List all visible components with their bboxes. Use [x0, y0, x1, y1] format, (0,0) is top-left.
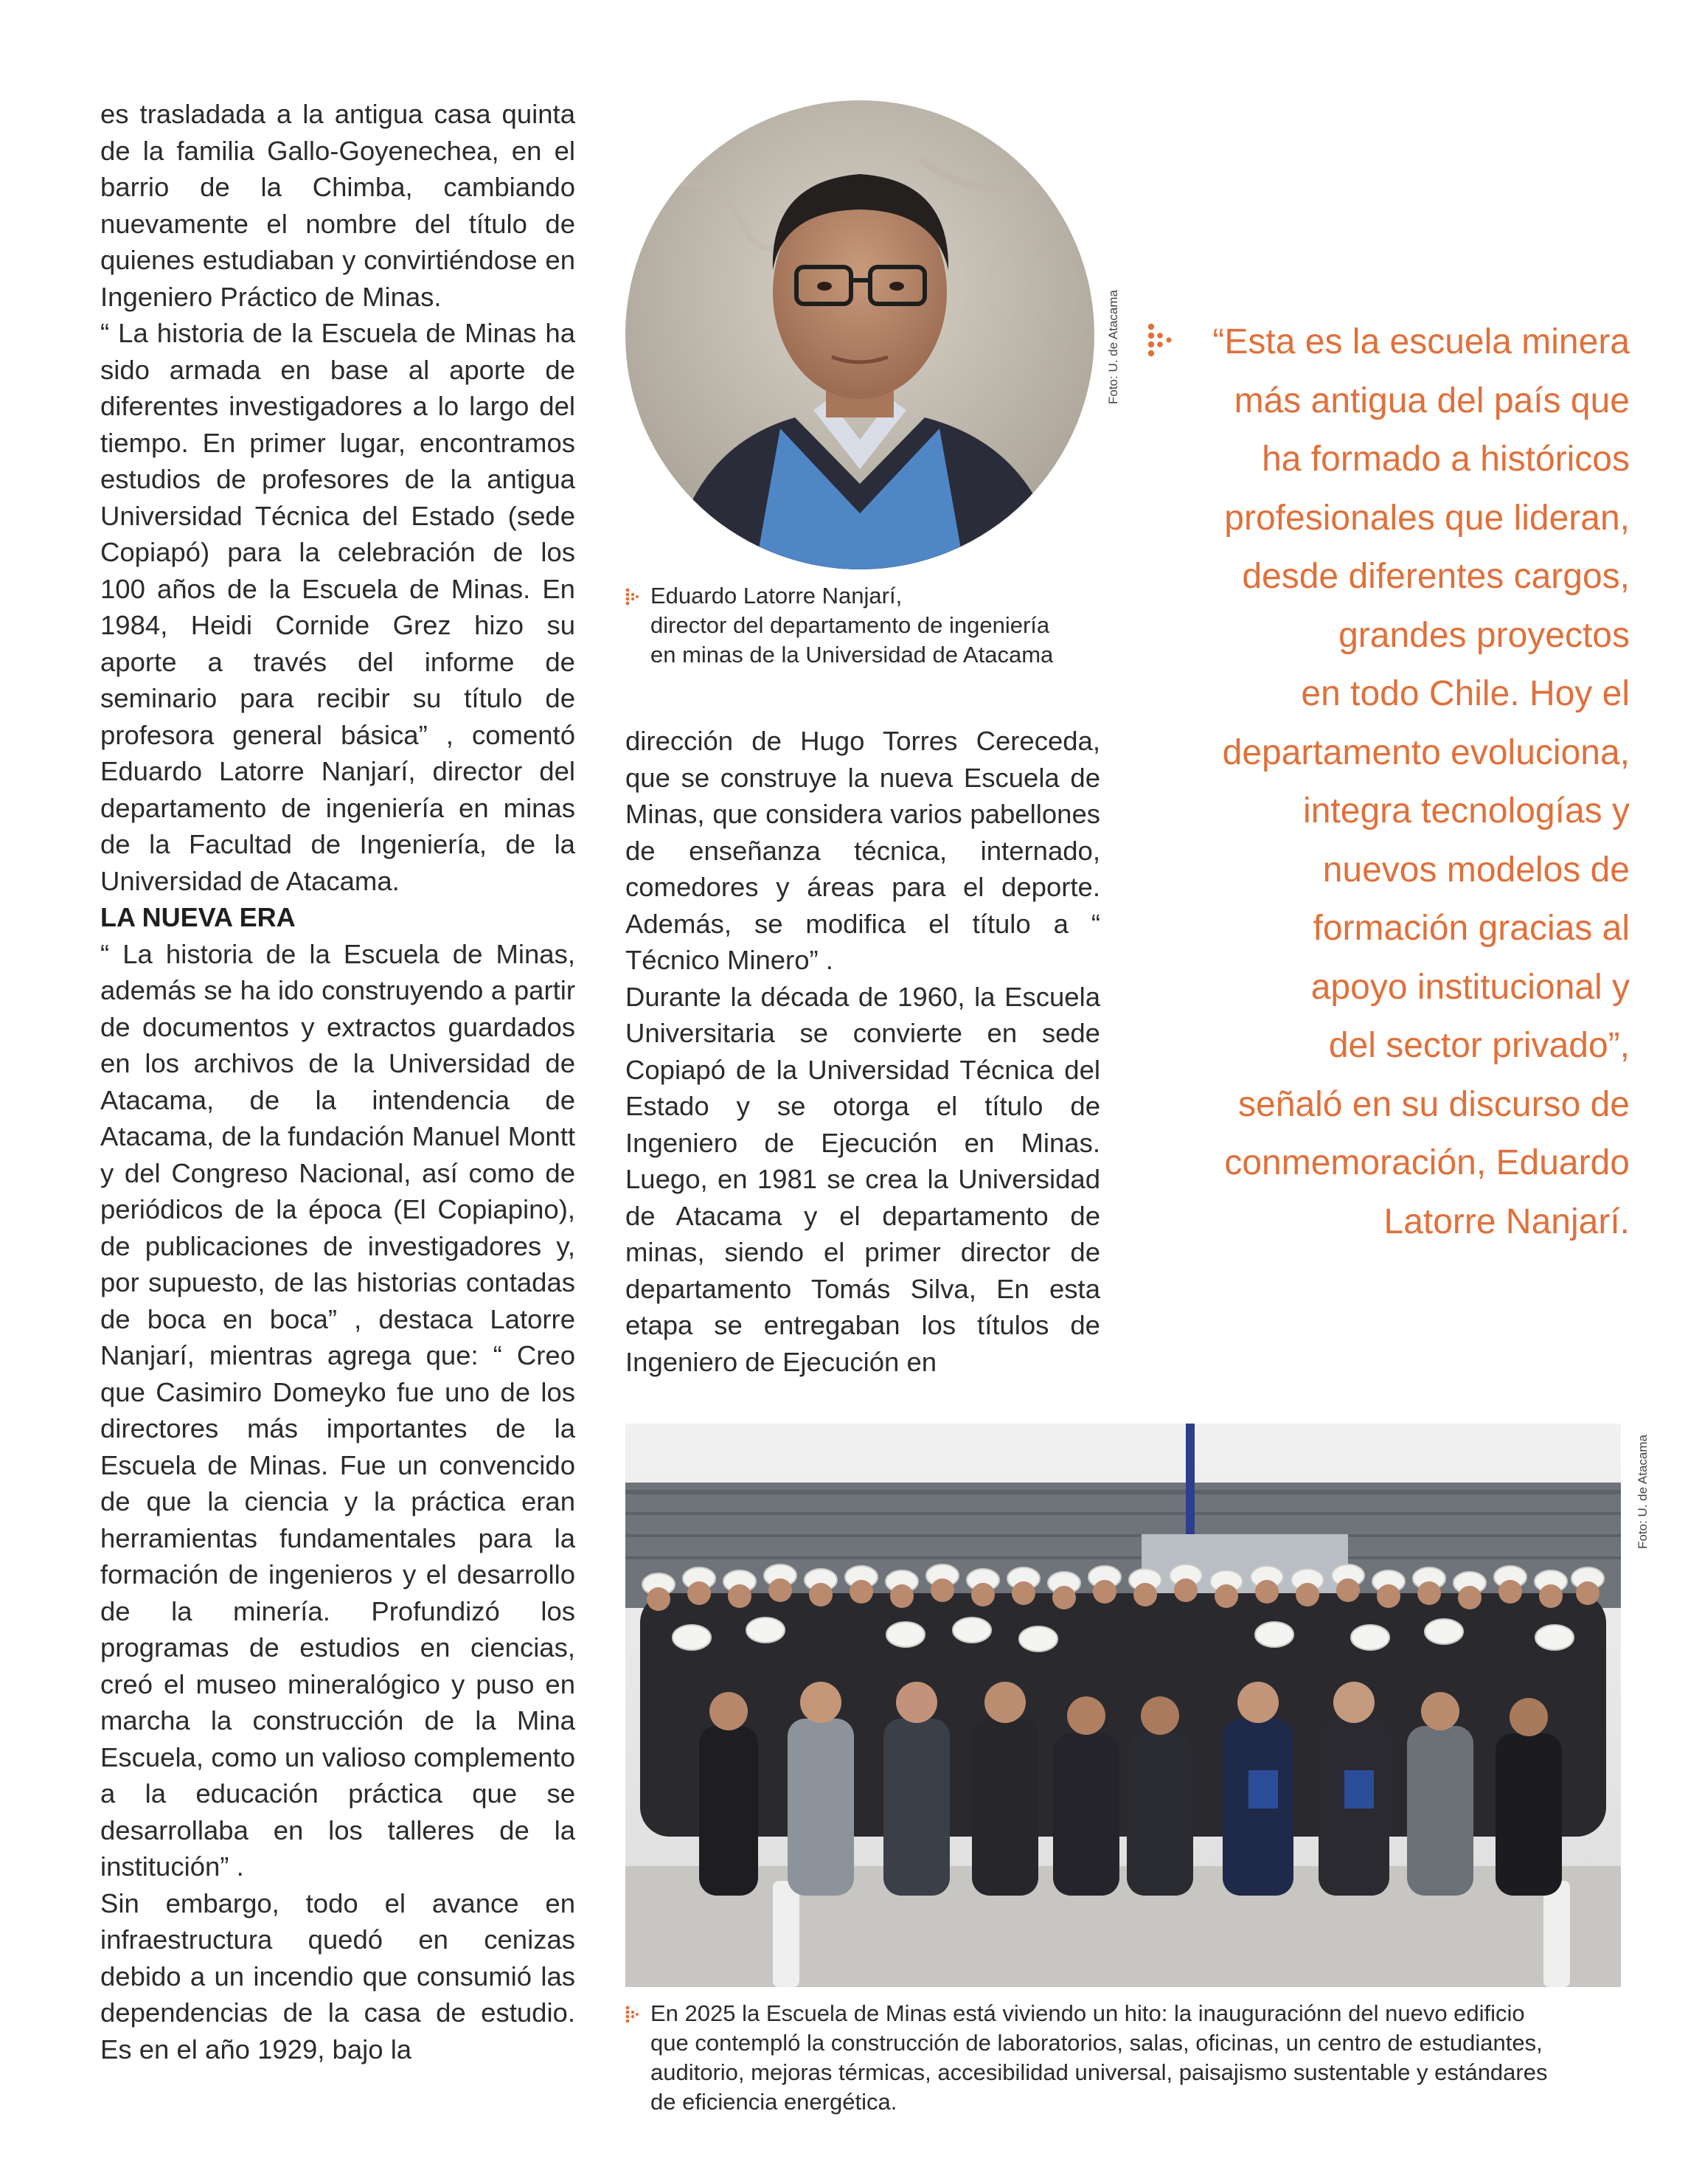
caption-line: En 2025 la Escuela de Minas está viviendo un hito: la inauguraciónn del nuevo edificio: [650, 2000, 1525, 2026]
paragraph: “ La historia de la Escuela de Minas ha sido armada en base al aporte de diferentes investigadores a lo largo del tiempo. En primer lugar, encontramos estudios de profesores de la antigua Universidad Técnica del Estado (sede Copiapó) para la celebración de los 100 años de la Escuela de Minas. En 1984, Heidi Cornide Grez hizo su aporte a través del informe de seminario para recibir su título de profesora general básica” , comentó Eduardo Latorre Nanjarí, director del departamento de ingeniería en minas de la Facultad de Ingeniería, de la Universidad de Atacama.: [100, 318, 575, 896]
article-column-2: [625, 723, 1100, 1380]
group-photo-illustration: [625, 1424, 1621, 1987]
quote-line: departamento evoluciona,: [1222, 732, 1630, 772]
paragraph: dirección de Hugo Torres Cereceda, que se construye la nueva Escuela de Minas, que considera varios pabellones de enseñanza técnica, internado, comedores y áreas para el deporte. Además, se modifica el título a “ Técnico Minero” .: [625, 726, 1100, 975]
quote-line: grandes proyectos: [1338, 615, 1630, 655]
pull-quote: [1158, 313, 1630, 1251]
group-photo-caption: [650, 1999, 1631, 2117]
caption-line: auditorio, mejoras térmicas, accesibilidad universal, paisajismo sustentable y estándares: [650, 2059, 1548, 2085]
article-column-1: [100, 96, 575, 2067]
paragraph: Sin embargo, todo el avance en infraestructura quedó en cenizas debido a un incendio que consumió las dependencias de la casa de estudio. Es en el año 1929, bajo la: [100, 1887, 575, 2065]
quote-line: nuevos modelos de: [1322, 850, 1630, 890]
paragraph: Durante la década de 1960, la Escuela Universitaria se convierte en sede Copiapó de la Universidad Técnica del Estado y se otorga el título de Ingeniero de Ejecución en Minas. Luego, en 1981 se crea la Universidad de Atacama y el departamento de minas, siendo el primer director de departamento Tomás Silva, En esta etapa se entregaban los títulos de Ingeniero de Ejecución en: [625, 981, 1100, 1377]
quote-line: del sector privado”,: [1328, 1026, 1630, 1065]
quote-line: apoyo institucional y: [1310, 967, 1630, 1007]
quote-line: señaló en su discurso de: [1238, 1084, 1630, 1124]
group-photo-credit: Foto: U. de Atacama: [1636, 1435, 1650, 1549]
portrait-photo-credit: Foto: U. de Atacama: [1106, 290, 1120, 404]
quote-line: integra tecnologías y: [1303, 791, 1630, 831]
quote-line: más antigua del país que: [1234, 381, 1630, 420]
caption-line: Eduardo Latorre Nanjarí,: [650, 583, 903, 609]
caption-line: en minas de la Universidad de Atacama: [650, 642, 1054, 668]
subheading: LA NUEVA ERA: [100, 902, 296, 932]
bullet-marker-icon: [625, 2006, 640, 2023]
caption-line: director del departamento de ingeniería: [650, 612, 1050, 638]
quote-line: formación gracias al: [1313, 909, 1630, 948]
quote-line: “Esta es la escuela minera: [1212, 322, 1630, 361]
portrait-caption: [650, 581, 1122, 670]
portrait-illustration: [625, 100, 1094, 569]
quote-line: desde diferentes cargos,: [1242, 557, 1630, 596]
quote-line: conmemoración, Eduardo: [1224, 1143, 1630, 1182]
bullet-marker-icon: [625, 588, 640, 606]
caption-line: que contempló la construcción de laboratorios, salas, oficinas, un centro de estudiantes,: [650, 2030, 1543, 2056]
paragraph: es trasladada a la antigua casa quinta de la familia Gallo-Goyenechea, en el barrio de la Chimba, cambiando nuevamente el nombre del título de quienes estudiaban y convirtiéndose en Ingeniero Práctico de Minas.: [100, 99, 575, 312]
quote-line: profesionales que lideran,: [1224, 498, 1630, 538]
caption-line: de eficiencia energética.: [650, 2089, 897, 2115]
quote-line: en todo Chile. Hoy el: [1301, 674, 1630, 713]
portrait-photo: [625, 100, 1094, 569]
group-photo: [625, 1424, 1621, 1987]
quote-line: Latorre Nanjarí.: [1383, 1202, 1630, 1241]
paragraph: “ La historia de la Escuela de Minas, además se ha ido construyendo a partir de documentos y extractos guardados en los archivos de la Universidad de Atacama, de la intendencia de Atacama, de la fundación Manuel Montt y del Congreso Nacional, así como de periódicos de la época (El Copiapino), de publicaciones de investigadores y, por supuesto, de las historias contadas de boca en boca” , destaca Latorre Nanjarí, mientras agrega que: “ Creo que Casimiro Domeyko fue uno de los directores más importantes de la Escuela de Minas. Fue un convencido de que la ciencia y la práctica eran herramientas fundamentales para la formación de ingenieros y el desarrollo de la minería. Profundizó los programas de estudios en ciencias, creó el museo mineralógico y puso en marcha la construcción de la Mina Escuela, como un valioso complemento a la educación práctica que se desarrollaba en los talleres de la institución” .: [100, 938, 575, 1882]
quote-line: ha formado a históricos: [1262, 440, 1630, 479]
